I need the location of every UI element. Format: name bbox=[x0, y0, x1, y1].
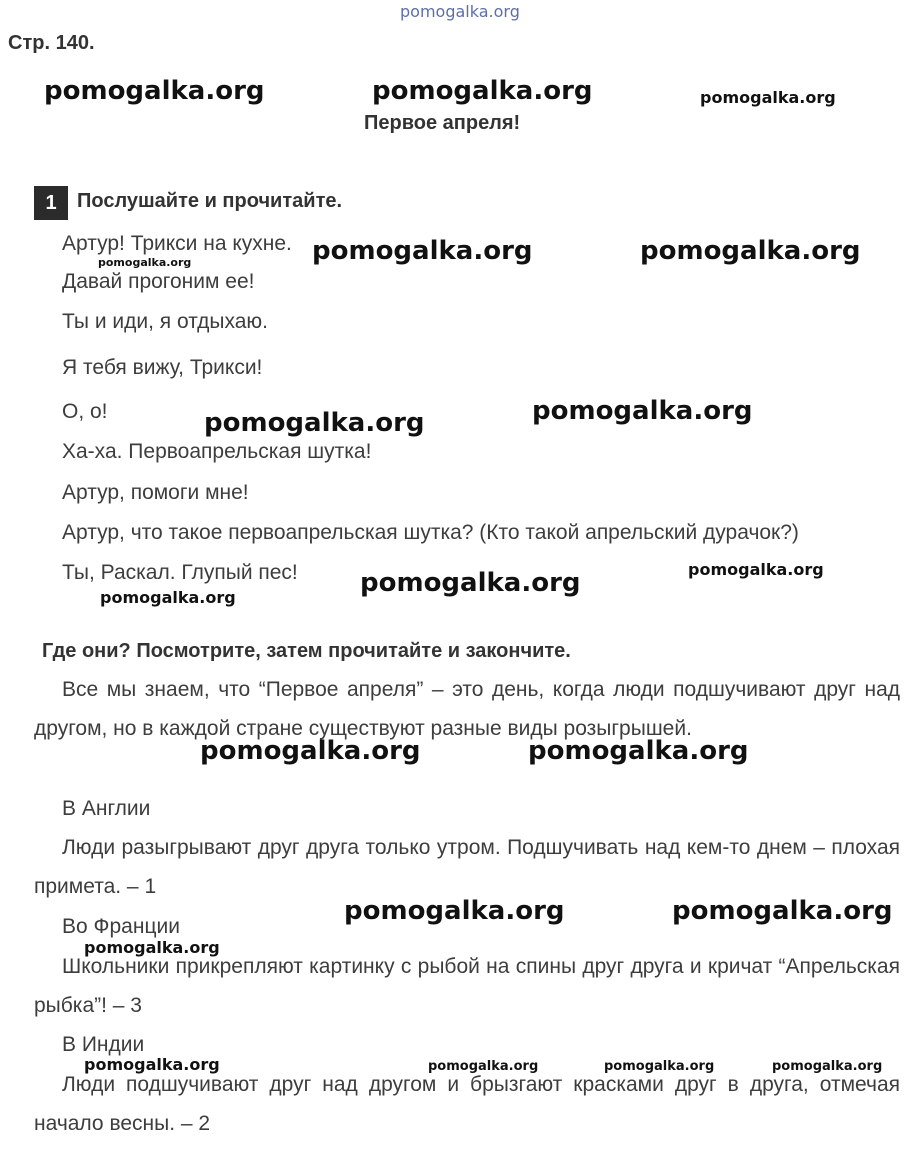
watermark: pomogalka.org bbox=[528, 736, 749, 766]
watermark: pomogalka.org bbox=[312, 236, 533, 266]
watermark: pomogalka.org bbox=[672, 896, 893, 926]
watermark: pomogalka.org bbox=[200, 736, 421, 766]
exercise2-heading: Где они? Посмотрите, затем прочитайте и закончите. bbox=[42, 640, 571, 662]
country-paragraph: Школьники прикрепляют картинку с рыбой на спины друг друга и кричат “Апрельская рыбка”! – 3 bbox=[34, 955, 900, 1017]
dialogue-line: Артур, что такое первоапрельская шутка? (Кто такой апрельский дурачок?) bbox=[62, 521, 799, 544]
dialogue-line: Ты и иди, я отдыхаю. bbox=[62, 310, 269, 333]
country-heading: Во Франции bbox=[62, 915, 180, 938]
dialogue-line: Артур, помоги мне! bbox=[62, 481, 249, 504]
dialogue-line: Артур! Трикси на кухне. bbox=[62, 232, 292, 255]
dialogue-line: Ты, Раскал. Глупый пес! bbox=[62, 561, 298, 584]
watermark: pomogalka.org bbox=[100, 588, 236, 607]
watermark: pomogalka.org bbox=[98, 256, 192, 269]
watermark-top: pomogalka.org bbox=[400, 2, 520, 21]
country-paragraph: Люди разыгрывают друг друга только утром. Подшучивать над кем-то днем – плохая примета. – 1 bbox=[34, 836, 900, 898]
watermark: pomogalka.org bbox=[84, 938, 220, 957]
watermark: pomogalka.org bbox=[44, 76, 265, 106]
watermark: pomogalka.org bbox=[532, 396, 753, 426]
watermark: pomogalka.org bbox=[84, 1055, 220, 1074]
dialogue-line: О, о! bbox=[62, 400, 108, 423]
watermark: pomogalka.org bbox=[700, 88, 836, 107]
page-number: Стр. 140. bbox=[8, 32, 95, 54]
watermark: pomogalka.org bbox=[344, 896, 565, 926]
country-heading: В Англии bbox=[62, 797, 151, 820]
country-paragraph: Люди подшучивают друг над другом и брызгают красками друг в друга, отмечая начало весны. – 2 bbox=[34, 1073, 900, 1135]
watermark: pomogalka.org bbox=[372, 76, 593, 106]
watermark: pomogalka.org bbox=[428, 1059, 539, 1074]
dialogue-line: Я тебя вижу, Трикси! bbox=[62, 356, 263, 379]
dialogue-line: Ха-ха. Первоапрельская шутка! bbox=[62, 440, 372, 463]
watermark: pomogalka.org bbox=[640, 236, 861, 266]
watermark: pomogalka.org bbox=[204, 408, 425, 438]
watermark: pomogalka.org bbox=[360, 568, 581, 598]
exercise-number-badge: 1 bbox=[34, 186, 68, 220]
country-heading: В Индии bbox=[62, 1033, 145, 1056]
lesson-title: Первое апреля! bbox=[364, 112, 521, 134]
intro-paragraph: Все мы знаем, что “Первое апреля” – это день, когда люди подшучивают друг над другом, но в каждой стране существуют разные виды розыгрышей. bbox=[34, 678, 900, 740]
watermark: pomogalka.org bbox=[772, 1059, 883, 1074]
dialogue-line: Давай прогоним ее! bbox=[62, 270, 255, 293]
watermark: pomogalka.org bbox=[604, 1059, 715, 1074]
watermark: pomogalka.org bbox=[688, 560, 824, 579]
exercise1-heading: Послушайте и прочитайте. bbox=[77, 190, 343, 212]
